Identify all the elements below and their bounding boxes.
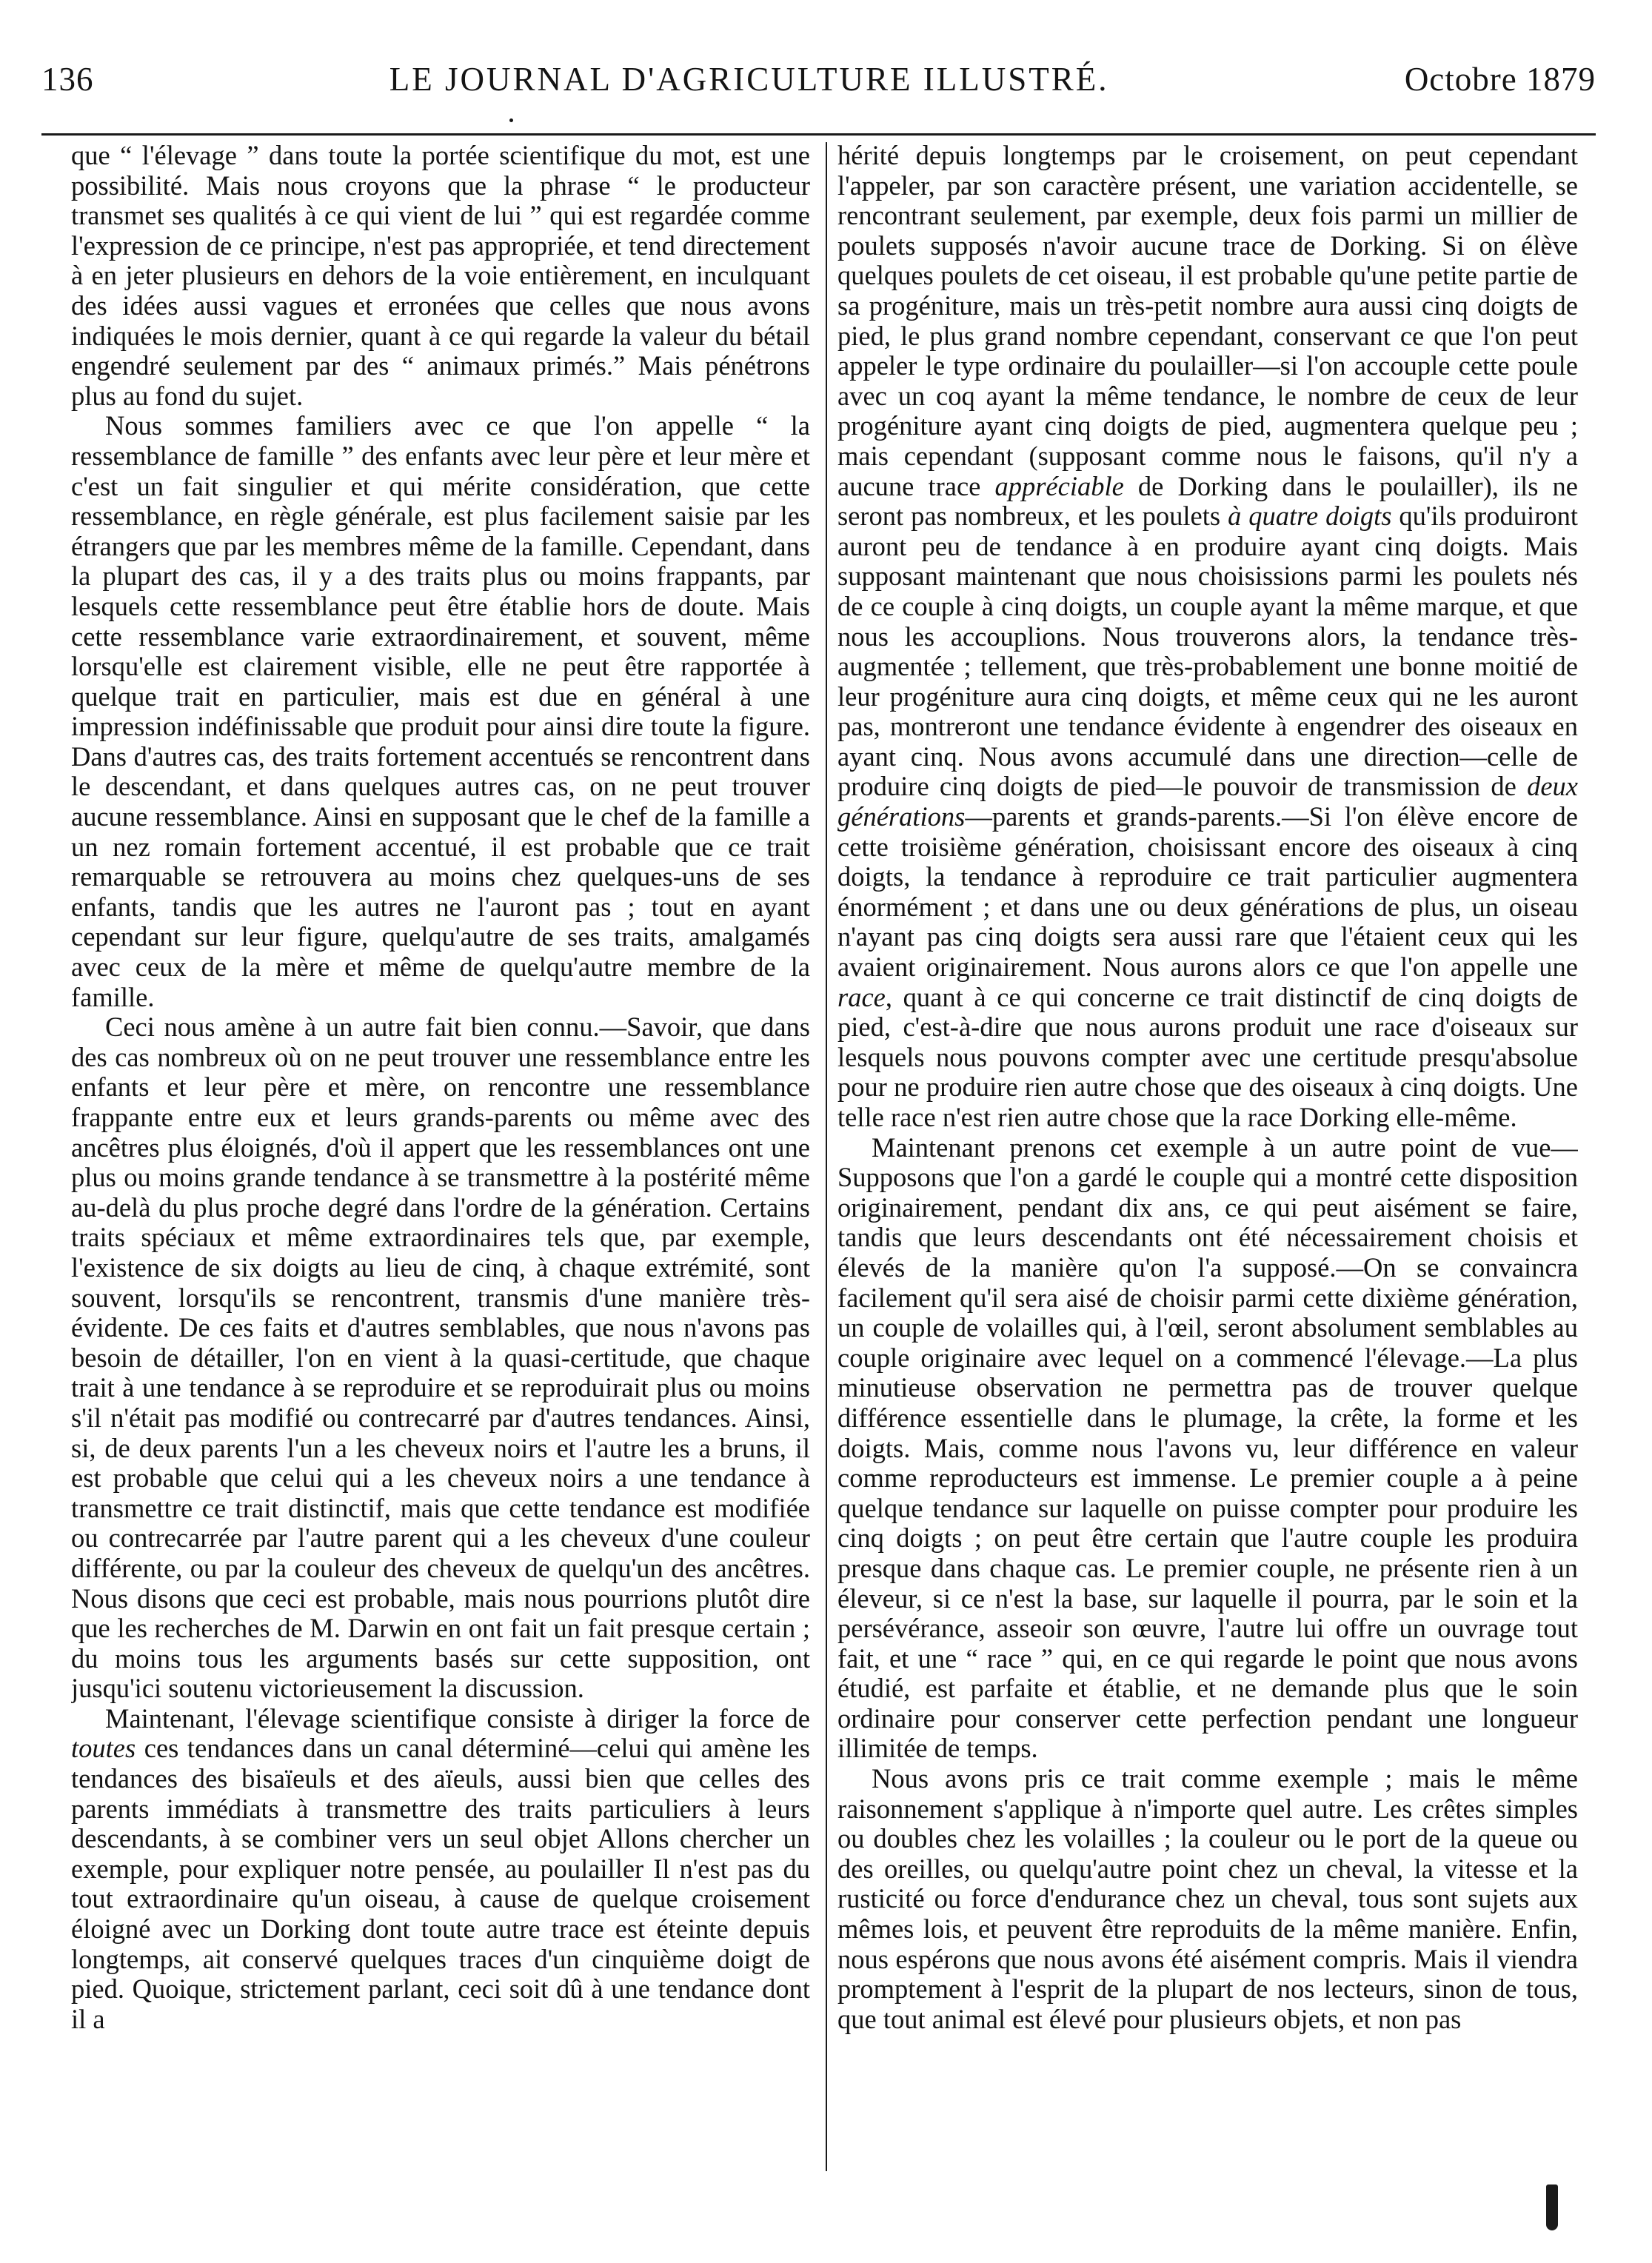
- running-head: [41, 53, 1596, 105]
- text-run: qu'ils produiront auront peu de tendance à en produire ayant cinq doigts. Mais supposant maintenant que nous choisissions parmi les poulets nés de ce couple à cinq doigts, un couple ayant la même marque, et que nous les accouplions. Nous trouverons alors, la tendance très-augmentée ; tellement, que très-probablement une bonne moitié de leur progéniture aura cinq doigts, et même ceux qui ne les auront pas, montreront une tendance évidente à engendrer des oiseaux en ayant cinq. Nous avons accumulé dans une direction—celle de produire cinq doigts de pied—le pouvoir de transmission de: [837, 501, 1578, 802]
- header-rule: [41, 133, 1596, 136]
- emphasis: race: [837, 981, 886, 1012]
- print-mark: [1546, 2185, 1558, 2230]
- header-dot-mark: [509, 118, 513, 122]
- text-run: hérité depuis longtemps par le croisement, on peut cependant l'appeler, par son caractère présent, une variation accidentelle, se rencontrant seulement, par exemple, deux fois parmi un millier de poulets supposés n'avoir aucune trace de Dorking. Si on élève quelques poulets de cet oiseau, il est probable qu'une petite partie de sa progéniture, mais un très-petit nombre aura aussi cinq doigts de pied, le plus grand nombre cependant, conservant ce que l'on peut appeler le type ordinaire du poulailler—si l'on accouple cette poule avec un coq ayant la même tendance, le nombre de ceux de leur progéniture ayant cinq doigts de pied, augmentera quelque peu ; mais cependant (supposant comme nous le faisons, qu'il n'y a aucune trace: [837, 141, 1578, 501]
- text-run: , quant à ce qui concerne ce trait distinctif de cinq doigts de pied, c'est-à-dire que nous aurons produit une race d'oiseaux sur lesquels nous pouvons compter avec une certitude presqu'absolue pour ne produire rien autre chose que des oiseaux à cinq doigts. Une telle race n'est rien autre chose que la race Dorking elle-même.: [837, 981, 1578, 1132]
- emphasis: toutes: [71, 1733, 136, 1764]
- paragraph: Ceci nous amène à un autre fait bien connu.—Savoir, que dans des cas nombreux où on ne peut trouver une ressemblance entre les enfants et leur père et mère, on rencontre une ressemblance frappante entre eux et leurs grands-parents ou même avec des ancêtres plus éloignés, d'où il appert que les ressemblances ont une plus ou moins grande tendance à se transmettre à la postérité même au-delà du plus proche degré dans l'ordre de la génération. Certains traits spéciaux et même extraordinaires tels que, par exemple, l'existence de six doigts au lieu de cinq, à chaque extrémité, sont souvent, lorsqu'ils se rencontrent, transmis d'une manière très-évidente. De ces faits et d'autres semblables, que nous n'avons pas besoin de détailler, l'on en vient à la quasi-certitude, que chaque trait à une tendance à se reproduire et se reproduirait plus ou moins s'il n'était pas modifié ou contrecarré par d'autres tendances. Ainsi, si, de deux parents l'un a les cheveux noirs et l'autre les a bruns, il est probable que celui qui a les cheveux noirs a une tendance à transmettre ce trait distinctif, mais que cette tendance est modifiée ou contrecarrée par l'autre parent qui a les cheveux d'une couleur différente, ou par la couleur des cheveux de quelqu'un des ancêtres. Nous disons que ceci est probable, mais nous pourrions plutôt dire que les recherches de M. Darwin en ont fait un fait presque certain ; du moins tous les arguments basés sur cette supposition, ont jusqu'ici soutenu victorieusement la discussion.: [71, 1012, 810, 1704]
- paragraph: que “ l'élevage ” dans toute la portée scientifique du mot, est une possibilité. Mais nous croyons que la phrase “ le producteur transmet ses qualités à ce qui vient de lui ” qui est regardée comme l'expression de ce principe, n'est pas appropriée, et tend directement à en jeter plusieurs en dehors de la voie entièrement, en inculquant des idées aussi vagues et erronées que celles que nous avons indiquées le mois dernier, quant à ce qui regarde la valeur du bétail engendré seulement par des “ animaux primés.” Mais pénétrons plus au fond du sujet.: [71, 141, 810, 411]
- paragraph: [71, 1704, 810, 2035]
- text-run: de Dorking dans le poulailler), ils ne seront pas nombreux, et les poulets: [837, 470, 1578, 532]
- left-column: [71, 141, 810, 2207]
- emphasis: deux générations: [837, 771, 1578, 832]
- right-column: [837, 141, 1578, 2207]
- paragraph: Nous avons pris ce trait comme exemple ; mais le même raisonnement s'applique à n'importe quel autre. Les crêtes simples ou doubles chez les volailles ; la couleur ou le port de la queue ou des oreilles, ou quelqu'autre point chez un cheval, la vitesse et la rusticité ou force d'endurance chez un cheval, tous sont sujets aux mêmes lois, et peuvent être reproduits de la même manière. Enfin, nous espérons que nous avons été aisément compris. Mais il viendra promptement à l'esprit de la plupart de nos lecteurs, sinon de tous, que tout animal est élevé pour plusieurs objets, et non pas: [837, 1763, 1578, 2034]
- issue-date: Octobre 1879: [1404, 61, 1596, 98]
- text-run: Maintenant, l'élevage scientifique consiste à diriger la force de: [105, 1702, 810, 1734]
- emphasis: à quatre doigts: [1228, 501, 1392, 532]
- column-divider: [826, 142, 827, 2171]
- journal-title: LE JOURNAL D'AGRICULTURE ILLUSTRÉ.: [389, 61, 1109, 98]
- text-run: ces tendances dans un canal déterminé—celui qui amène les tendances des bisaïeuls et des aïeuls, aussi bien que celles des parents immédiats à transmettre des traits particuliers à leurs descendants, à se combiner vers un seul objet Allons chercher un exemple, pour expliquer notre pensée, au poulailler Il n'est pas du tout extraordinaire qu'un oiseau, à cause de quelque croisement éloigné avec un Dorking dont toute autre trace est éteinte depuis longtemps, ait conservé quelques traces d'un cinquième doigt de pied. Quoique, strictement parlant, ceci soit dû à une tendance dont il a: [71, 1733, 810, 2034]
- paragraph: Maintenant prenons cet exemple à un autre point de vue—Supposons que l'on a gardé le couple qui a montré cette disposition originairement, pendant dix ans, ce qui peut aisément se faire, tandis que leurs descendants ont été nécessairement choisis et élevés de la manière qu'on l'a supposé.—On se convaincra facilement qu'il sera aisé de choisir parmi cette dixième génération, un couple de volailles qui, à l'œil, seront absolument semblables au couple originaire avec lequel on a commencé l'élevage.—La plus minutieuse observation ne permettra pas de trouver quelque différence essentielle dans le plumage, la crête, la forme et les doigts. Mais, comme nous l'avons vu, leur différence en valeur comme reproducteurs est immense. Le premier couple a à peine quelque tendance sur laquelle on puisse compter pour produire les cinq doigts ; on peut être certain que l'autre couple les produira presque dans chaque cas. Le premier couple, ne présente rien à un éleveur, si ce n'est la base, sur laquelle il pourra, par le soin et la persévérance, asseoir son œuvre, l'autre lui offre un ouvrage tout fait, et une “ race ” qui, en ce qui regarde le point que nous avons étudié, est parfaite et établie, et ne demande plus que le soin ordinaire pour conserver cette perfection pendant une longueur illimitée de temps.: [837, 1132, 1578, 1764]
- paragraph: Nous sommes familiers avec ce que l'on appelle “ la ressemblance de famille ” des enfants avec leur père et leur mère et c'est un fait singulier et qui mérite considération, que cette ressemblance, en règle générale, est plus facilement saisie par les étrangers que par les membres même de la famille. Cependant, dans la plupart des cas, il y a des traits plus ou moins frappants, par lesquels cette ressemblance peut être établie hors de doute. Mais cette ressemblance varie extraordinairement, et souvent, même lorsqu'elle est clairement visible, elle ne peut être rapportée à quelque trait en particulier, mais est due en général à une impression indéfinissable que produit pour ainsi dire toute la figure. Dans d'autres cas, des traits fortement accentués se rencontrent dans le descendant, et dans quelques autres cas, on ne peut trouver aucune ressemblance. Ainsi en supposant que le chef de la famille a un nez romain fortement accentué, il est probable que ce trait remarquable se retrouvera au moins chez quelques-uns de ses enfants, tandis que les autres ne l'auront pas ; tout en ayant cependant sur leur figure, quelqu'autre de ses traits, amalgamés avec ceux de la mère et même de quelqu'autre membre de la famille.: [71, 410, 810, 1012]
- emphasis: appréciable: [994, 470, 1124, 501]
- text-run: —parents et grands-parents.—Si l'on élève encore de cette troisième génération, choisissant encore des oiseaux à cinq doigts, la tendance à reproduire ce trait particulier augmentera énormément ; et dans une ou deux générations de plus, un oiseau n'ayant pas cinq doigts sera aussi rare que l'étaient ceux qui les avaient originairement. Nous aurons alors ce que l'on appelle une: [837, 801, 1578, 983]
- page-number: 136: [41, 61, 94, 98]
- paragraph: [837, 141, 1578, 1133]
